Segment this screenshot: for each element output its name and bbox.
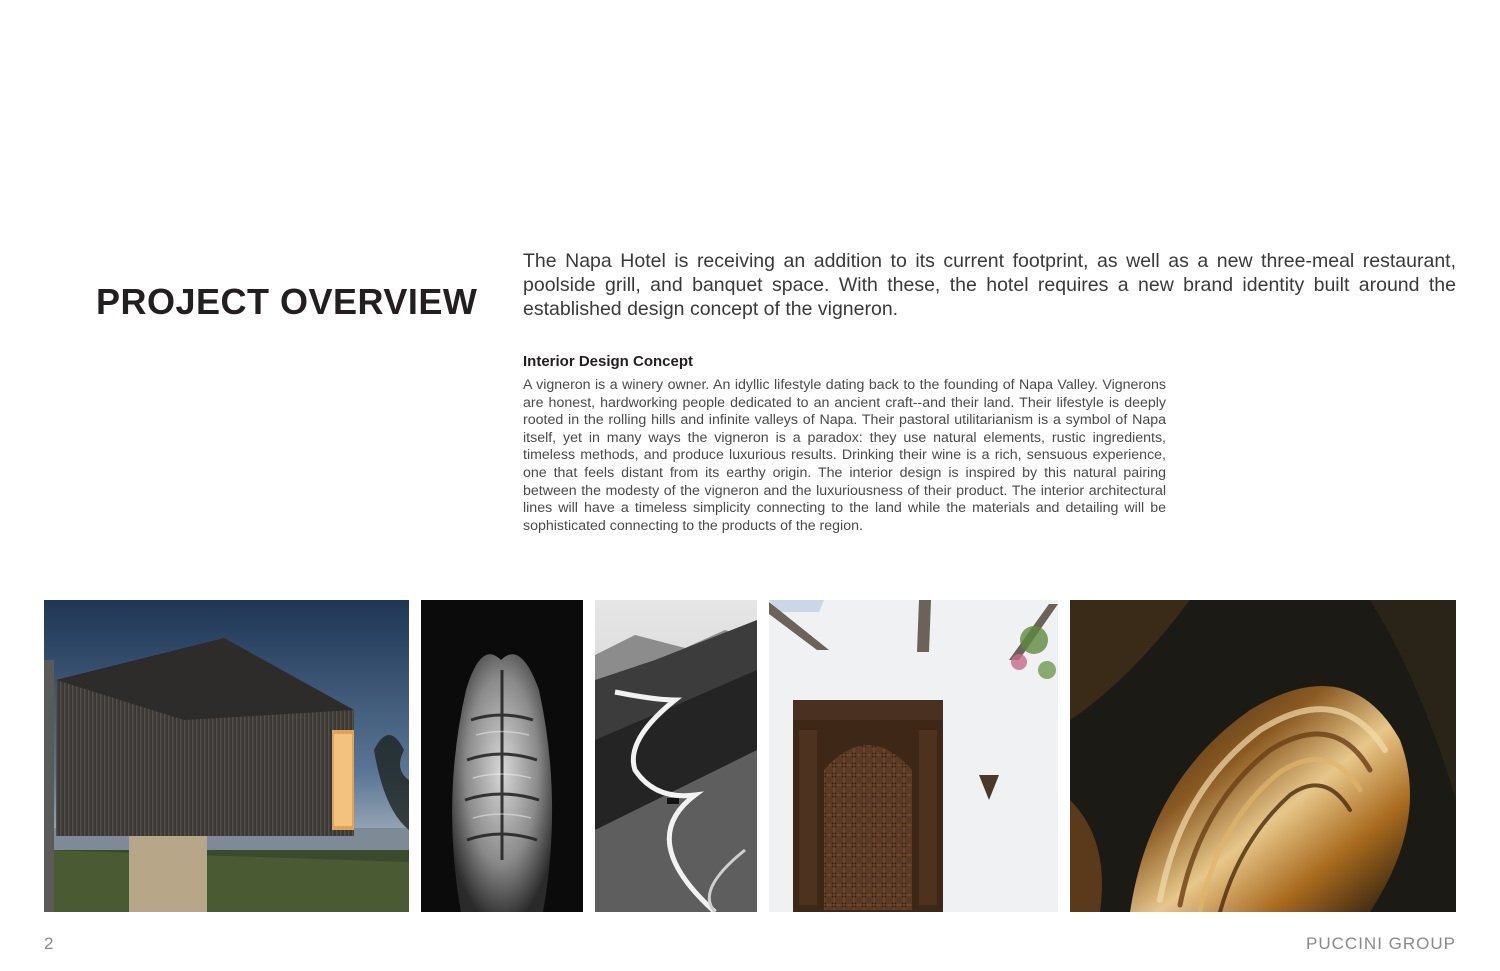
twisted-wood-grain-photo xyxy=(1070,600,1456,912)
page-title: PROJECT OVERVIEW xyxy=(96,281,478,322)
brand-name: PUCCINI GROUP xyxy=(1306,934,1456,953)
concept-heading: Interior Design Concept xyxy=(523,353,694,370)
clasped-hands-photo xyxy=(421,600,583,912)
intro-paragraph: The Napa Hotel is receiving an addition to its current footprint, as well as a new three-meal restaurant, poolside grill, and banquet space. With these, the hotel requires a new brand identity built around the established design concept of the vigneron. xyxy=(523,250,1456,320)
page-number: 2 xyxy=(44,934,54,953)
mountain-road-photo xyxy=(595,600,757,912)
carved-wooden-door-photo xyxy=(769,600,1058,912)
timber-cantilever-house-photo xyxy=(44,600,409,912)
concept-body: A vigneron is a winery owner. An idyllic lifestyle dating back to the founding of Napa Valley. Vignerons are honest, hardworking people dedicated to an ancient craft--and their land. Their lifestyle is deeply rooted in the rolling hills and infinite valleys of Napa. Their pastoral utilitarianism is a symbol of Napa itself, yet in many ways the vigneron is a paradox: they use natural elements, rustic ingredients, timeless methods, and produce luxurious results. Drinking their wine is a rich, sensuous experience, one that feels distant from its earthy origin. The interior design is inspired by this natural pairing between the modesty of the vigneron and the luxuriousness of their product. The interior architectural lines will have a timeless simplicity connecting to the land while the materials and detailing will be sophisticated connecting to the products of the region. xyxy=(523,377,1166,534)
